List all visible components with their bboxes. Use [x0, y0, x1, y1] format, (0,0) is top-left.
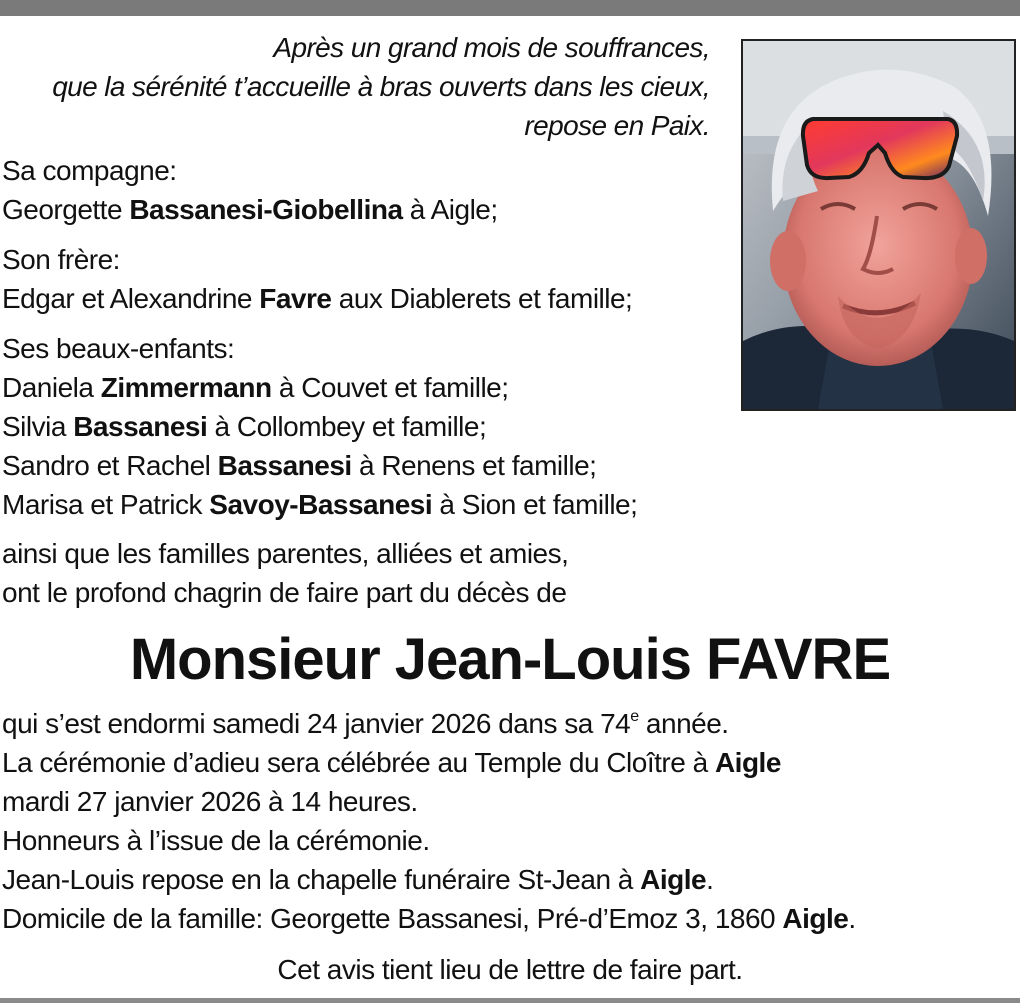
bottom-rule — [0, 998, 1020, 1003]
detail-text: . — [848, 903, 856, 934]
mourner-place: à Aigle; — [402, 194, 498, 225]
detail-place: Aigle — [714, 747, 781, 778]
relatives-line: ont le profond chagrin de faire part du décès de — [2, 577, 567, 608]
mourner-line — [2, 279, 632, 318]
verse-line: que la sérénité t’accueille à bras ouverts dans les cieux, — [52, 71, 710, 102]
closing-note: Cet avis tient lieu de lettre de faire part. — [277, 954, 743, 985]
mourner-surname: Favre — [259, 283, 332, 314]
mourner-place: aux Diablerets et famille; — [331, 283, 633, 314]
detail-line — [2, 860, 856, 899]
opening-verse — [0, 28, 710, 145]
portrait-photo — [741, 39, 1016, 411]
section-label: Ses beaux-enfants: — [2, 333, 235, 364]
detail-place: Aigle — [640, 864, 707, 895]
mourner-line — [2, 407, 637, 446]
detail-text: Domicile de la famille: Georgette Bassanesi, Pré-d’Emoz 3, 1860 — [2, 903, 783, 934]
mourner-line — [2, 446, 637, 485]
detail-text: Jean-Louis repose en la chapelle funéraire St-Jean à — [2, 864, 641, 895]
mourner-line — [2, 485, 637, 524]
mourner-place: à Sion et famille; — [432, 489, 638, 520]
verse-line: repose en Paix. — [524, 110, 710, 141]
brother-section — [2, 240, 632, 318]
detail-text: qui s’est endormi samedi 24 janvier 2026 dans sa 74 — [2, 708, 631, 739]
mourner-first: Marisa et Patrick — [2, 489, 210, 520]
detail-line: mardi 27 janvier 2026 à 14 heures. — [2, 786, 418, 817]
deceased-name: Monsieur Jean-Louis FAVRE — [129, 627, 891, 692]
ordinal-suffix: e — [630, 708, 639, 725]
mourner-first: Edgar et Alexandrine — [2, 283, 260, 314]
section-label: Sa compagne: — [2, 155, 177, 186]
detail-line — [2, 704, 856, 743]
mourner-surname: Bassanesi — [217, 450, 352, 481]
relatives-section — [2, 534, 568, 612]
mourner-first: Silvia — [2, 411, 74, 442]
mourner-surname: Savoy-Bassanesi — [209, 489, 433, 520]
mourner-first: Sandro et Rachel — [2, 450, 218, 481]
mourner-surname: Zimmermann — [100, 372, 272, 403]
detail-line: Honneurs à l’issue de la cérémonie. — [2, 825, 430, 856]
top-rule — [0, 0, 1020, 16]
section-label: Son frère: — [2, 244, 120, 275]
detail-text: . — [706, 864, 714, 895]
verse-line: Après un grand mois de souffrances, — [273, 32, 710, 63]
stepchildren-section — [2, 329, 637, 524]
mourner-first: Georgette — [2, 194, 130, 225]
relatives-line: ainsi que les familles parentes, alliées et amies, — [2, 538, 569, 569]
mourner-line — [2, 368, 637, 407]
detail-line — [2, 743, 856, 782]
mourner-first: Daniela — [2, 372, 101, 403]
details-section — [2, 704, 856, 938]
mourner-place: à Couvet et famille; — [271, 372, 509, 403]
mourner-place: à Renens et famille; — [351, 450, 597, 481]
mourner-surname: Bassanesi-Giobellina — [129, 194, 403, 225]
detail-text: La cérémonie d’adieu sera célébrée au Temple du Cloître à — [2, 747, 715, 778]
companion-section — [2, 151, 498, 229]
detail-place: Aigle — [782, 903, 849, 934]
mourner-line — [2, 190, 498, 229]
mourner-place: à Collombey et famille; — [207, 411, 487, 442]
detail-line — [2, 899, 856, 938]
mourner-surname: Bassanesi — [73, 411, 208, 442]
detail-text: année. — [638, 708, 729, 739]
